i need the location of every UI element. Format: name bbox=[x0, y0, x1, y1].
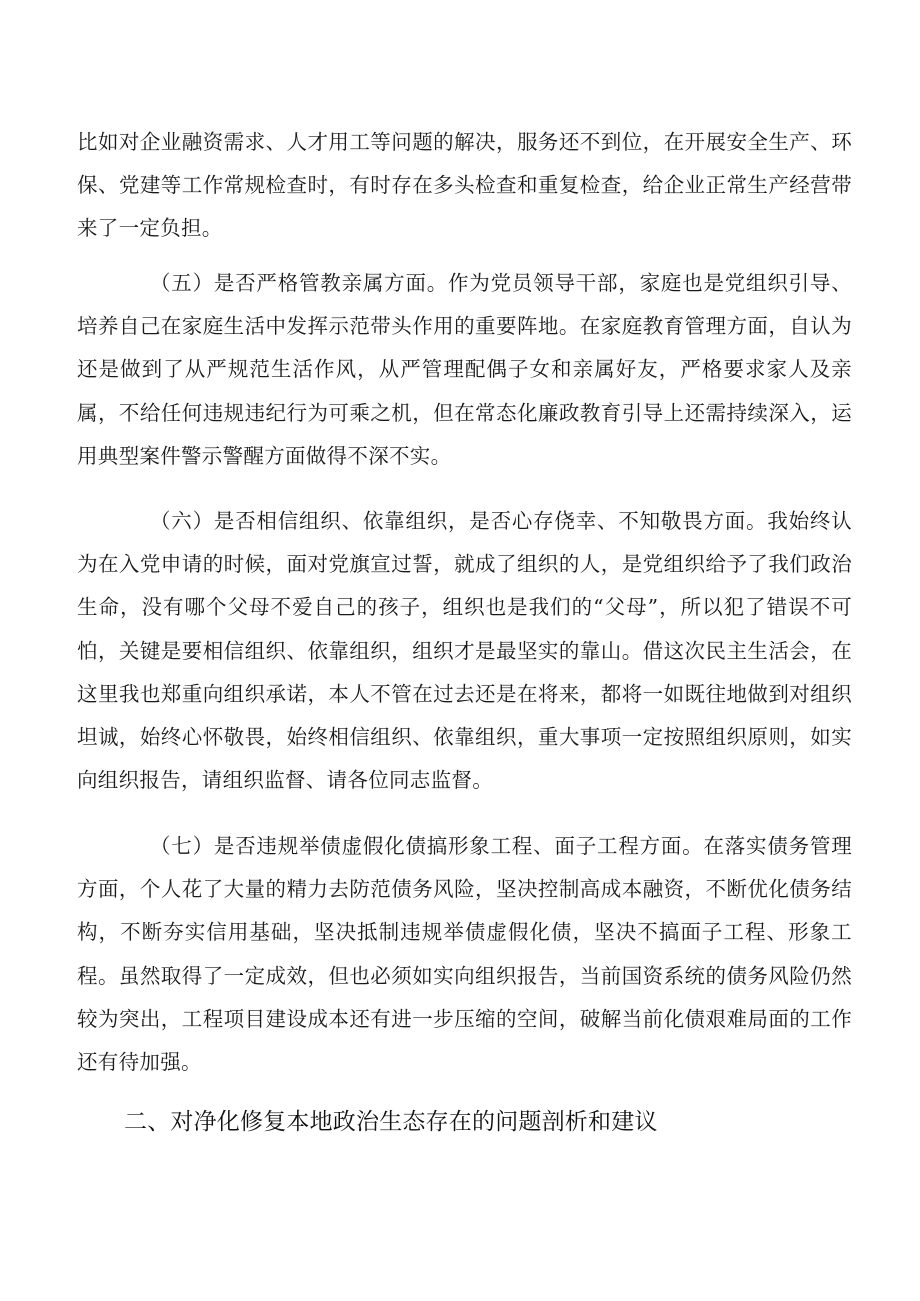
paragraph-continuation: 比如对企业融资需求、人才用工等问题的解决，服务还不到位，在开展安全生产、环保、党建等工作常规检查时，有时存在多头检查和重复检查，给企业正常生产经营带来了一定负担。 bbox=[77, 130, 852, 241]
section-heading: 二、对净化修复本地政治生态存在的问题剖析和建议 bbox=[124, 1109, 658, 1135]
paragraph-section-7: （七）是否违规举债虚假化债搞形象工程、面子工程方面。在落实债务管理方面，个人花了大量的精力去防范债务风险，坚决控制高成本融资，不断优化债务结构，不断夯实信用基础，坚决抵制违规举债虚假化债，坚决不搞面子工程、形象工程。虽然取得了一定成效，但也必须如实向组织报告，当前国资系统的债务风险仍然较为突出，工程项目建设成本还有进一步压缩的空间，破解当前化债艰难局面的工作还有待加强。 bbox=[77, 834, 852, 1075]
paragraph-section-6: （六）是否相信组织、依靠组织，是否心存侥幸、不知敬畏方面。我始终认为在入党申请的时候，面对党旗宣过誓，就成了组织的人，是党组织给予了我们政治生命，没有哪个父母不爱自己的孩子，组织也是我们的“父母”，所以犯了错误不可怕，关键是要相信组织、依靠组织，组织才是最坚实的靠山。借这次民主生活会，在这里我也郑重向组织承诺，本人不管在过去还是在将来，都将一如既往地做到对组织坦诚，始终心怀敬畏，始终相信组织、依靠组织，重大事项一定按照组织原则，如实向组织报告，请组织监督、请各位同志监督。 bbox=[77, 509, 852, 793]
paragraph-section-5: （五）是否严格管教亲属方面。作为党员领导干部，家庭也是党组织引导、培养自己在家庭生活中发挥示范带头作用的重要阵地。在家庭教育管理方面，自认为还是做到了从严规范生活作风，从严管理配偶子女和亲属好友，严格要求家人及亲属，不给任何违规违纪行为可乘之机，但在常态化廉政教育引导上还需持续深入，运用典型案件警示警醒方面做得不深不实。 bbox=[77, 271, 852, 468]
